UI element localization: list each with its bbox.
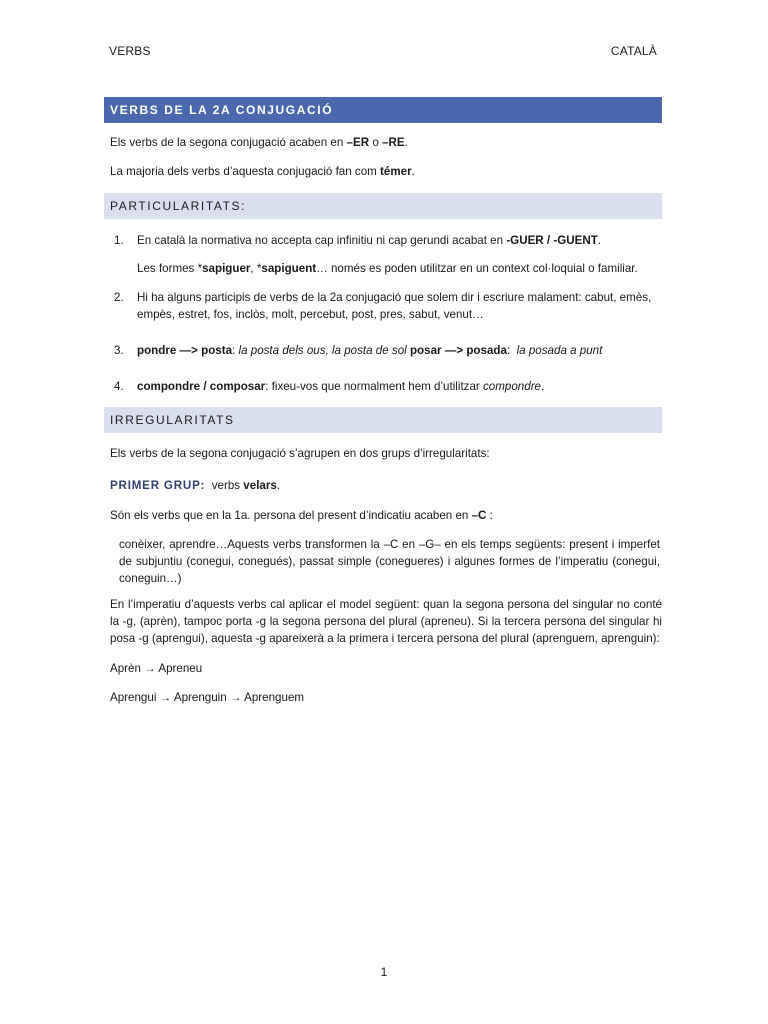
text-run: : — [232, 344, 239, 357]
imperative-rule-paragraph: En l’imperatiu d’aquests verbs cal aplicar el model següent: quan la segona persona del singular no conté la -g, (aprèn), tampoc porta -g la segona persona del plural (apreneu). Si la tercera persona del singular hi posa -g (aprengui), aquesta -g apareixerà a la primera i tercera persona del plural (aprenguem, aprenguin): — [110, 598, 662, 645]
list-item — [104, 289, 662, 323]
list-item — [104, 378, 662, 395]
text-run: … només es poden utilitzar en un context col·loquial o familiar. — [316, 262, 638, 275]
intro-paragraph-1 — [104, 134, 662, 151]
bold-run: compondre / composar — [137, 380, 266, 393]
bold-run: sapiguent — [261, 262, 317, 275]
title-bar: VERBS DE LA 2A CONJUGACIÓ — [104, 97, 662, 123]
section-heading-particularitats: PARTICULARITATS: — [104, 193, 662, 219]
text-run: Aprèn — [110, 662, 141, 675]
text-run: La majoria dels verbs d’aquesta conjugació fan com — [110, 165, 381, 178]
page-number: 1 — [380, 965, 388, 979]
list-text — [137, 232, 660, 249]
text-run: . — [597, 234, 602, 247]
arrow-icon: > — [456, 344, 464, 357]
text-run: , * — [250, 262, 262, 275]
header-left: VERBS — [109, 44, 151, 58]
arrow-icon: → — [159, 691, 172, 704]
bold-run: –RE — [382, 136, 405, 149]
arrow-icon: → — [144, 662, 156, 675]
list-item — [104, 342, 662, 359]
document-body — [104, 97, 662, 706]
list-text — [137, 342, 660, 359]
text-run: o — [369, 136, 382, 149]
bold-run: –C — [471, 509, 487, 522]
irregularitats-intro: Els verbs de la segona conjugació s’agrupen en dos grups d’irregularitats: — [110, 447, 490, 460]
list-subtext — [137, 260, 660, 277]
italic-run: la posada a punt — [516, 344, 603, 357]
velar-description — [104, 507, 662, 524]
text-run: . — [411, 165, 415, 178]
text-run: Són els verbs que en la 1a. persona del present d’indicatiu acaben en — [110, 509, 472, 522]
bold-run: témer — [380, 165, 412, 178]
example-line-1 — [104, 660, 662, 677]
text-run: verbs — [205, 479, 244, 492]
text-run: . — [541, 380, 545, 393]
bold-run: velars — [243, 479, 277, 492]
text-run: En català la normativa no accepta cap infinitiu ni cap gerundi acabat en — [137, 234, 507, 247]
bold-run: posta — [197, 344, 233, 357]
header-right: CATALÀ — [610, 44, 657, 58]
text-run: : — [486, 509, 493, 522]
velar-examples-block: conèixer, aprendre…Aquests verbs transformen la –C en –G– en els temps següents: present i imperfet de subjuntiu (conegui, conegués), passat simple (conegueres) i algunes formes de l’imperatiu (conegui, coneguin…) — [119, 538, 660, 585]
bold-run: –ER — [346, 136, 370, 149]
section-heading-irregularitats: IRREGULARITATS — [104, 407, 662, 433]
bold-run: sapiguer — [202, 262, 251, 275]
text-run: Aprengui — [110, 691, 157, 704]
text-run: Les formes * — [137, 262, 203, 275]
list-text — [137, 378, 660, 395]
group-line — [104, 477, 662, 494]
particularitats-list — [104, 232, 662, 395]
arrow-icon: > — [191, 344, 198, 357]
list-number: 4. — [114, 380, 124, 393]
list-text: Hi ha alguns participis de verbs de la 2a conjugació que solem dir i escriure malament: cabut, emès, empès, estret, fos, inclòs, molt, percebut, post, pres, sabut, venut… — [137, 291, 652, 321]
text-run: . — [404, 136, 408, 149]
bold-run: pondre — — [137, 344, 192, 357]
text-run: Apreneu — [158, 662, 203, 675]
intro-paragraph-2 — [104, 163, 662, 180]
list-item — [104, 232, 662, 277]
text-run: : — [506, 344, 517, 357]
italic-run: compondre — [483, 380, 542, 393]
arrow-icon: → — [229, 691, 242, 704]
text-run: : fixeu-vos que normalment hem d’utilitzar — [265, 380, 483, 393]
group-label: PRIMER GRUP: — [110, 479, 206, 492]
example-line-2 — [104, 689, 662, 706]
list-number: 3. — [114, 344, 124, 357]
list-number: 2. — [114, 291, 124, 304]
list-number: 1. — [114, 234, 124, 247]
bold-run: posada — [463, 344, 507, 357]
bold-run: posar — — [409, 344, 457, 357]
bold-run: -GUER / -GUENT — [506, 234, 598, 247]
text-run: Aprenguin — [173, 691, 227, 704]
text-run: Els verbs de la segona conjugació acaben en — [110, 136, 347, 149]
text-run: Aprenguem — [244, 691, 305, 704]
text-run: . — [276, 479, 281, 492]
italic-run: la posta dels ous, la posta de sol — [238, 344, 407, 357]
